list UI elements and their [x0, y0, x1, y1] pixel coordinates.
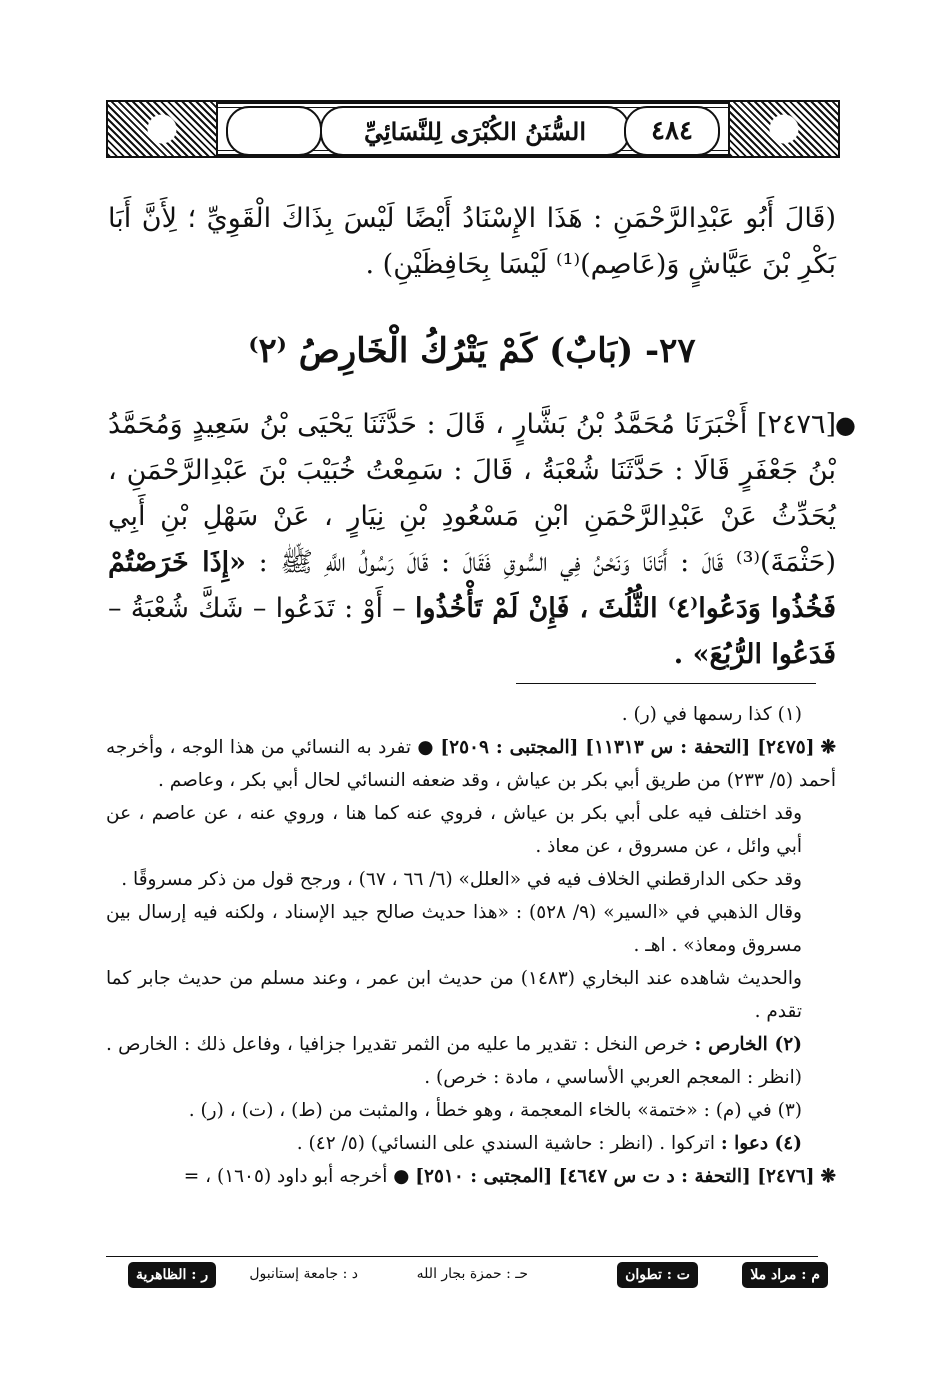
star-icon: ❋	[820, 1166, 836, 1187]
footnote-4-text: اتركوا . (انظر : حاشية السندي على النسائي) (٥/ ٤٢) .	[296, 1133, 721, 1154]
hadith-quote-part-2: فَدَعُوا الرُّبُعَ» .	[673, 639, 836, 670]
hadith-isnad: [٢٤٧٦] أَخْبَرَنَا مُحَمَّدُ بْنُ بَشَّارٍ ، قَالَ : حَدَّثَنَا يَحْيَى بْنُ سَعِيدٍ وَمُحَمَّدُ بْنُ جَعْفَرٍ قَالَا : حَدَّثَنَا شُعْبَةُ ، قَالَ : سَمِعْتُ خُبَيْبَ بْنَ عَبْدِالرَّحْمَنِ ، يُحَدِّثُ عَنْ عَبْدِالرَّحْمَنِ ابْنِ مَسْعُودِ بْنِ نِيَارٍ ، عَنْ سَهْلِ بْنِ أَبِي (حَثْمَةَ)⁽³⁾ قَالَ : أَتَانَا وَنَحْنُ فِي السُّوقِ فَقَالَ : قَالَ رَسُولُ اللَّهِ ﷺ :	[108, 409, 837, 578]
author-comment-paragraph: (قَالَ أَبُو عَبْدِالرَّحْمَنِ : هَذَا الإِسْنَادُ أَيْضًا لَيْسَ بِذَاكَ الْقَوِيِّ ؛ لِأَنَّ أَبَا بَكْرِ بْنَ عَيَّاشٍ وَ(عَاصِم)⁽¹⁾ لَيْسَا بِحَافِظَيْنِ) .	[108, 203, 836, 280]
legend-tag-r: ر : الظاهرية	[128, 1262, 216, 1288]
hadith-doubt-note: – أَوْ : تَدَعُوا – شَكَّ شُعْبَةُ –	[108, 593, 415, 624]
header-ornament-right	[728, 100, 840, 158]
page-header	[106, 100, 840, 158]
footnote-4	[106, 1127, 836, 1160]
footnote-3: (٣) في (م) : «ختمة» بالخاء المعجمة ، وهو خطأ ، والمثبت من (ط) ، (ت) ، (ر) .	[188, 1100, 802, 1121]
takhrij-2475-para-4: وقال الذهبي في «السير» (٩/ ٥٢٨) : «هذا حديث صالح جيد الإسناد ، ولكنه فيه إرسال بين مسروق ومعاذ» . اهـ .	[106, 902, 802, 956]
footnotes	[106, 698, 836, 1193]
legend-item-d: د : جامعة إستانبول	[249, 1266, 358, 1282]
hadith-paragraph	[108, 402, 856, 678]
takhrij-2475	[106, 731, 836, 797]
legend-tag-m: م : مراد ملا	[742, 1262, 828, 1288]
footnote-2-label: (٢) الخارص :	[694, 1034, 802, 1055]
header-empty-cartouche	[226, 106, 322, 156]
star-icon: ❋	[820, 737, 837, 758]
hadith-bullet: ●	[835, 411, 856, 439]
legend-tag-t: ت : تطوان	[617, 1262, 698, 1288]
header-ornament-left	[106, 100, 218, 158]
footnote-4-label: (٤) دعوا :	[720, 1133, 802, 1154]
takhrij-2476-text: ● أخرجه أبو داود (١٦٠٥) ، =	[183, 1166, 416, 1187]
takhrij-2476-ref: [٢٤٧٦] [التحفة : د ت س ٤٦٤٧] [المجتبى : ٢٥١٠]	[415, 1166, 815, 1187]
footnote-2-text: خرص النخل : تقدير ما عليه من الثمر تقديرا جزافيا ، وفاعل ذلك : الخارص . (انظر : المعجم العربي الأساسي ، مادة : خرص) .	[106, 1034, 802, 1088]
main-text	[108, 196, 856, 678]
page-number: ٤٨٤	[624, 106, 720, 156]
footnote-1: (١) كذا رسمها في (ر) .	[621, 704, 802, 725]
footnote-2	[106, 1028, 836, 1094]
chapter-heading: ٢٧- (بَابٌ) كَمْ يَتْرُكُ الْخَارِصُ ⁽٢⁾	[248, 331, 696, 371]
takhrij-2476	[106, 1160, 836, 1193]
hadith-quote-part-1: «إِذَا خَرَصْتُمْ فَخُذُوا وَدَعُوا⁽٤⁾ الثُّلُثَ ، فَإِنْ لَمْ تَأْخُذُوا	[108, 547, 836, 624]
legend-item-h: حـ : حمزة بجار الله	[416, 1266, 528, 1282]
takhrij-2475-para-2: وقد اختلف فيه على أبي بكر بن عياش ، فروي عنه كما هنا ، وروي عنه ، عن عاصم ، عن أبي وائل ، عن مسروق ، عن معاذ .	[106, 803, 802, 857]
bottom-rule	[106, 1256, 818, 1257]
footnote-divider	[516, 683, 816, 684]
takhrij-2475-ref: [٢٤٧٥] [التحفة : س ١١٣١٣] [المجتبى : ٢٥٠٩]	[440, 737, 815, 758]
takhrij-2475-para-5: والحديث شاهده عند البخاري (١٤٨٣) من حديث ابن عمر ، وعند مسلم من حديث جابر كما تقدم .	[106, 968, 802, 1022]
manuscripts-legend	[128, 1262, 828, 1296]
takhrij-2475-text: ● تفرد به النسائي من هذا الوجه ، وأخرجه أحمد (٥/ ٢٣٣) من طريق أبي بكر بن عياش ، وقد ضعفه النسائي لحال أبي بكر ، وعاصم .	[106, 737, 836, 791]
book-title: السُّنَنُ الكُبْرَى لِلنَّسَائِيِّ	[320, 106, 630, 156]
takhrij-2475-para-3: وقد حكى الدارقطني الخلاف فيه في «العلل» (٦/ ٦٦ ، ٦٧) ، ورجح قول من ذكر مسروقًا .	[121, 869, 802, 890]
